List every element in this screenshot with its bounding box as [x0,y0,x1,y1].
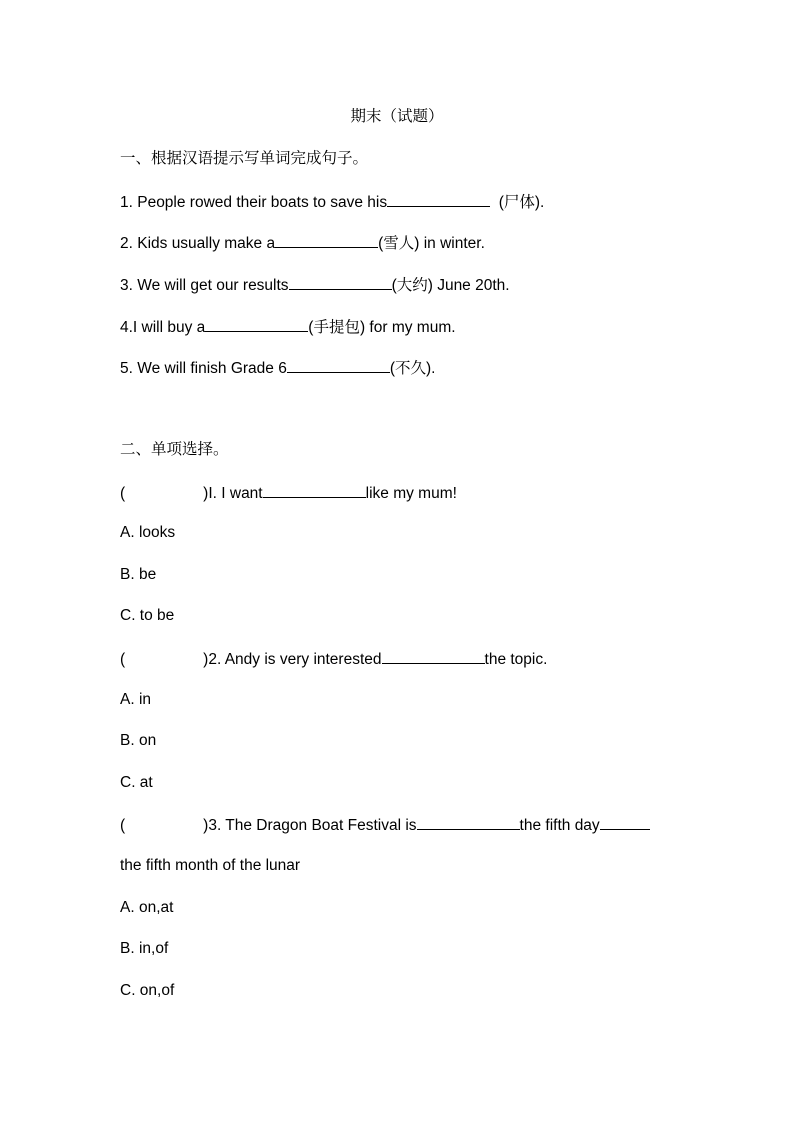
item-text: 5. We will finish Grade 6 [120,360,287,377]
option-b[interactable]: B. on [120,732,157,749]
question-number: )I. [203,485,217,502]
item-text: 2. Kids usually make a [120,235,276,252]
fill-blank-item [120,357,435,379]
fill-blank-item [120,316,456,338]
question-number: )3. [203,817,222,834]
item-hint: (尸体). [490,194,545,211]
question-text: The Dragon Boat Festival is [221,817,417,834]
item-hint: (手提包) for my mum. [308,319,456,336]
option-c[interactable]: C. on,of [120,982,175,999]
option-b[interactable]: B. in,of [120,940,169,957]
item-hint: (雪人) in winter. [378,235,485,252]
item-text: 4.I will buy a [120,319,206,336]
option-b[interactable]: B. be [120,566,157,583]
option-c[interactable]: C. at [120,774,153,791]
section2-heading: 二、单项选择。 [120,441,229,458]
item-hint: (不久). [389,360,436,377]
answer-blank[interactable] [382,648,485,664]
item-hint: (大约) June 20th. [391,277,510,294]
answer-blank[interactable] [275,232,378,248]
fill-blank-item [120,232,485,254]
answer-paren-open: ( [120,485,126,502]
choice-question [120,814,650,836]
choice-question [120,648,547,670]
answer-blank[interactable] [205,316,308,332]
fill-blank-item [120,274,510,296]
question-continuation: the fifth month of the lunar [120,857,301,874]
fill-blank-item [120,191,544,213]
answer-blank[interactable] [417,814,520,830]
answer-paren-open: ( [120,817,126,834]
section1-heading: 一、根据汉语提示写单词完成句子。 [120,150,369,167]
choice-question [120,482,457,504]
option-a[interactable]: A. in [120,691,152,708]
option-a[interactable]: A. on,at [120,899,174,916]
answer-blank[interactable] [289,274,392,290]
answer-blank[interactable] [287,357,390,373]
question-text: Andy is very interested [221,651,382,668]
item-text: 1. People rowed their boats to save his [120,194,388,211]
answer-paren-open: ( [120,651,126,668]
answer-blank[interactable] [263,482,366,498]
question-text: I want [216,485,263,502]
page-title: 期末（试题） [350,108,444,125]
question-number: )2. [203,651,222,668]
option-c[interactable]: C. to be [120,607,175,624]
item-text: 3. We will get our results [120,277,289,294]
question-text-end: the topic. [484,651,548,668]
question-text-end: like my mum! [365,485,457,502]
question-text-mid: the fifth day [519,817,600,834]
answer-blank[interactable] [387,191,490,207]
option-a[interactable]: A. looks [120,524,176,541]
answer-blank-2[interactable] [600,814,650,830]
